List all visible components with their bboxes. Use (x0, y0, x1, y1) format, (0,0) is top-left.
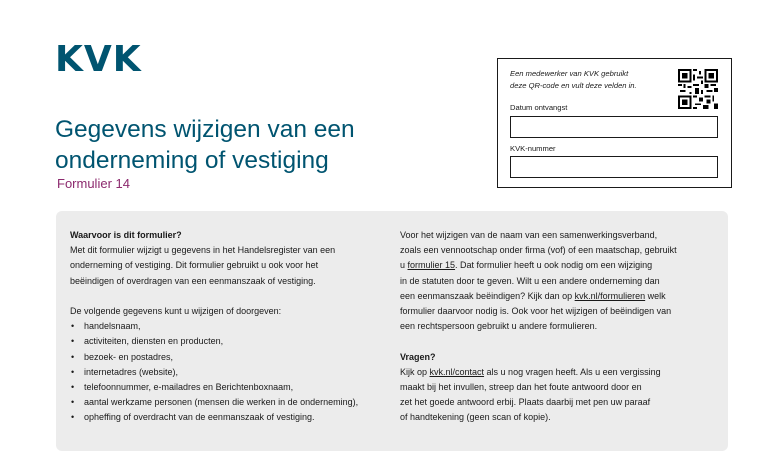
info-line: Voor het wijzigen van de naam van een samenwerkingsverband, (400, 230, 658, 240)
form-number: Formulier 14 (57, 176, 130, 191)
list-item: • bezoek- en postadres, (70, 350, 390, 365)
list-item: • telefoonnummer, e-mailadres en Berichtenboxnaam, (70, 380, 390, 395)
changeable-data-list (70, 319, 390, 425)
office-use-box (497, 58, 732, 188)
info-line: in de statuten door te geven. Wilt u een andere onderneming dan (400, 275, 660, 286)
text-fragment: als u nog vragen heeft. Als u een vergissing (484, 366, 661, 377)
office-note (510, 68, 670, 92)
form-15-link[interactable]: formulier 15 (407, 260, 456, 271)
page-title-line2: onderneming of vestiging (55, 147, 329, 174)
kvk-number-field[interactable] (510, 156, 718, 178)
info-line: formulier daarvoor nodig is. Ook voor het wijzigen of beëindigen van (400, 306, 672, 317)
kvk-logo: KVK (55, 39, 142, 80)
office-note-line1: Een medewerker van KVK gebruikt (510, 69, 629, 78)
qr-code-icon (678, 69, 718, 109)
text-fragment: Kijk op (400, 366, 430, 377)
info-line (400, 289, 720, 304)
text-fragment: . Dat formulier heeft u ook nodig om een wijziging (455, 260, 653, 271)
contact-link[interactable]: kvk.nl/contact (429, 366, 485, 377)
date-received-label: Datum ontvangst (510, 103, 568, 112)
purpose-line: onderneming of vestiging. Dit formulier gebruikt u ook voor het (70, 260, 319, 271)
purpose-heading: Waarvoor is dit formulier? (70, 230, 182, 240)
info-line (400, 258, 720, 273)
intro-left-column (70, 228, 390, 426)
list-item: • opheffing of overdracht van de eenmanszaak of vestiging. (70, 410, 390, 425)
text-fragment: welk (645, 290, 666, 301)
info-line: of handtekening (geen scan of kopie). (400, 412, 551, 423)
page-title-line1: Gegevens wijzigen van een (55, 116, 355, 143)
forms-link[interactable]: kvk.nl/formulieren (574, 290, 646, 301)
text-fragment: een eenmanszaak beëindigen? Kijk dan op (400, 290, 575, 301)
info-line: een rechtspersoon gebruikt u andere formulieren. (400, 321, 598, 332)
intro-right-column (400, 228, 720, 426)
list-item: • handelsnaam, (70, 319, 390, 334)
date-received-field[interactable] (510, 116, 718, 138)
list-item: • activiteiten, diensten en producten, (70, 334, 390, 349)
office-note-line2: deze QR-code en vult deze velden in. (510, 81, 637, 90)
purpose-line: Met dit formulier wijzigt u gegevens in het Handelsregister van een (70, 245, 336, 256)
text-fragment: u (400, 260, 408, 271)
info-line: zoals een vennootschap onder firma (vof) of een maatschap, gebruikt (400, 245, 677, 256)
info-line (400, 365, 720, 380)
info-line: zet het goede antwoord erbij. Plaats daarbij met pen uw paraaf (400, 397, 651, 408)
list-intro: De volgende gegevens kunt u wijzigen of doorgeven: (70, 306, 282, 316)
kvk-number-label: KVK-nummer (510, 144, 556, 153)
questions-heading: Vragen? (400, 351, 436, 362)
list-item: • internetadres (website), (70, 365, 390, 380)
list-item: • aantal werkzame personen (mensen die werken in de onderneming), (70, 395, 390, 410)
info-line: maakt bij het invullen, streep dan het foute antwoord door en (400, 382, 642, 393)
purpose-line: beëindigen of overdragen van een eenmanszaak of vestiging. (70, 275, 316, 286)
page-title (55, 114, 355, 176)
